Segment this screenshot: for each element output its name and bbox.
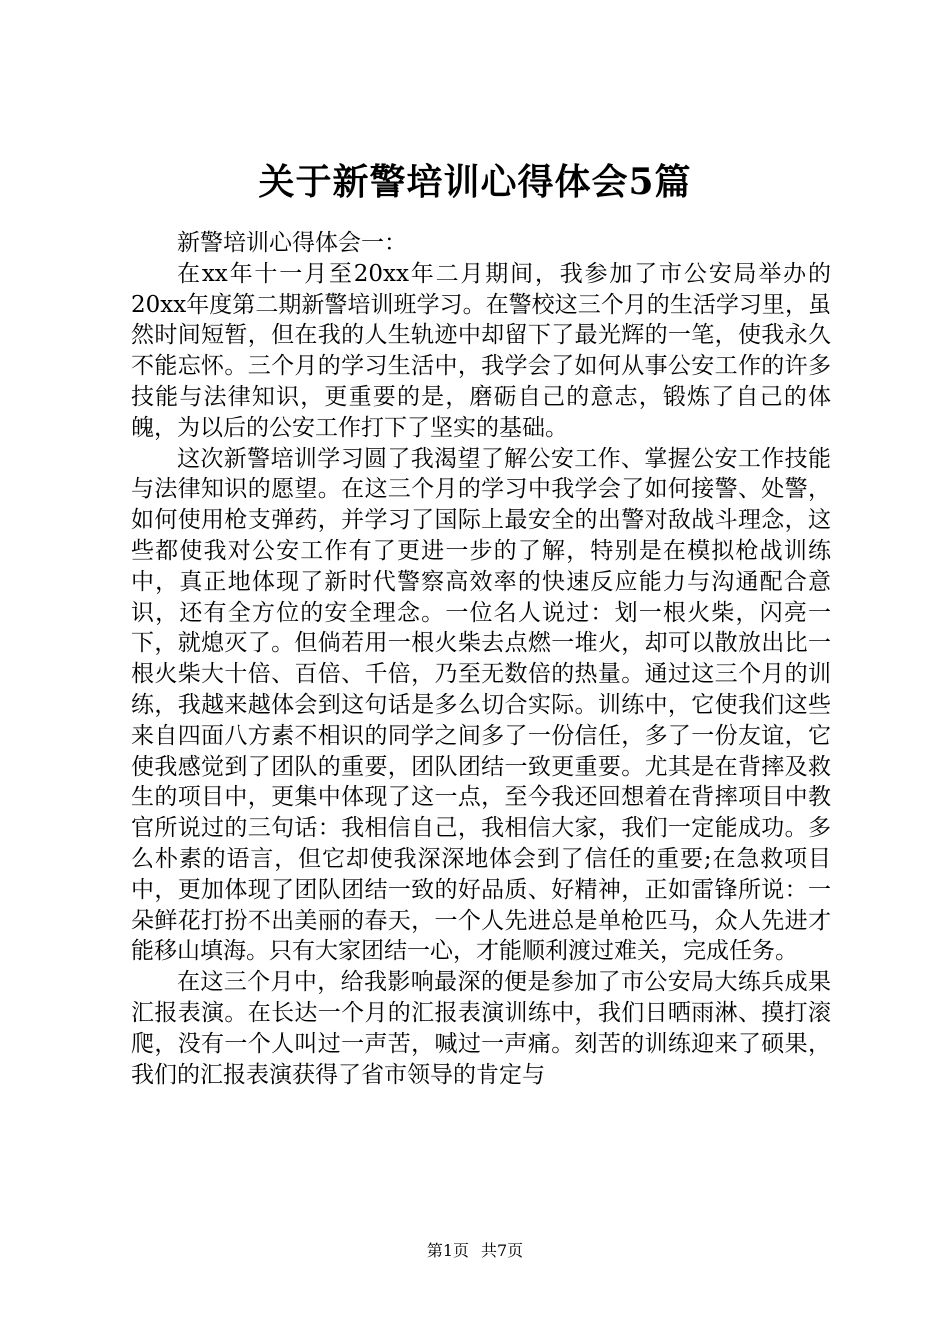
page-footer	[0, 1240, 950, 1262]
section-heading: 新警培训心得体会一：	[177, 230, 407, 256]
page-total: 共7页	[481, 1241, 524, 1260]
paragraph: 在这三个月中，给我影响最深的便是参加了市公安局大练兵成果汇报表演。在长达一个月的汇报表演训练中，我们日晒雨淋、摸打滚爬，没有一个人叫过一声苦，喊过一声痛。刻苦的训练迎来了硕果，我们的汇报表演获得了省市领导的肯定与	[131, 969, 831, 1088]
paragraph: 在xx年十一月至20xx年二月期间，我参加了市公安局举办的20xx年度第二期新警培训班学习。在警校这三个月的生活学习里，虽然时间短暂，但在我的人生轨迹中却留下了最光辉的一笔，使我永久不能忘怀。三个月的学习生活中，我学会了如何从事公安工作的许多技能与法律知识，更重要的是，磨砺自己的意志，锻炼了自己的体魄，为以后的公安工作打下了坚实的基础。	[131, 260, 831, 441]
document-body	[131, 228, 831, 1090]
paragraph: 这次新警培训学习圆了我渴望了解公安工作、掌握公安工作技能与法律知识的愿望。在这三个月的学习中我学会了如何接警、处警，如何使用枪支弹药，并学习了国际上最安全的出警对敌战斗理念，这些都使我对公安工作有了更进一步的了解，特别是在模拟枪战训练中，真正地体现了新时代警察高效率的快速反应能力与沟通配合意识，还有全方位的安全理念。一位名人说过：划一根火柴，闪亮一下，就熄灭了。但倘若用一根火柴去点燃一堆火，却可以散放出比一根火柴大十倍、百倍、千倍，乃至无数倍的热量。通过这三个月的训练，我越来越体会到这句话是多么切合实际。训练中，它使我们这些来自四面八方素不相识的同学之间多了一份信任，多了一份友谊，它使我感觉到了团队的重要，团队团结一致更重要。尤其是在背摔及救生的项目中，更集中体现了这一点，至今我还回想着在背摔项目中教官所说过的三句话：我相信自己，我相信大家，我们一定能成功。多么朴素的语言，但它却使我深深地体会到了信任的重要;在急救项目中，更加体现了团队团结一致的好品质、好精神，正如雷锋所说：一朵鲜花打扮不出美丽的春天，一个人先进总是单枪匹马，众人先进才能移山填海。只有大家团结一心，才能顺利渡过难关，完成任务。	[131, 445, 831, 965]
page-number: 第1页	[426, 1241, 469, 1260]
document-title: 关于新警培训心得体会5篇	[258, 161, 692, 203]
